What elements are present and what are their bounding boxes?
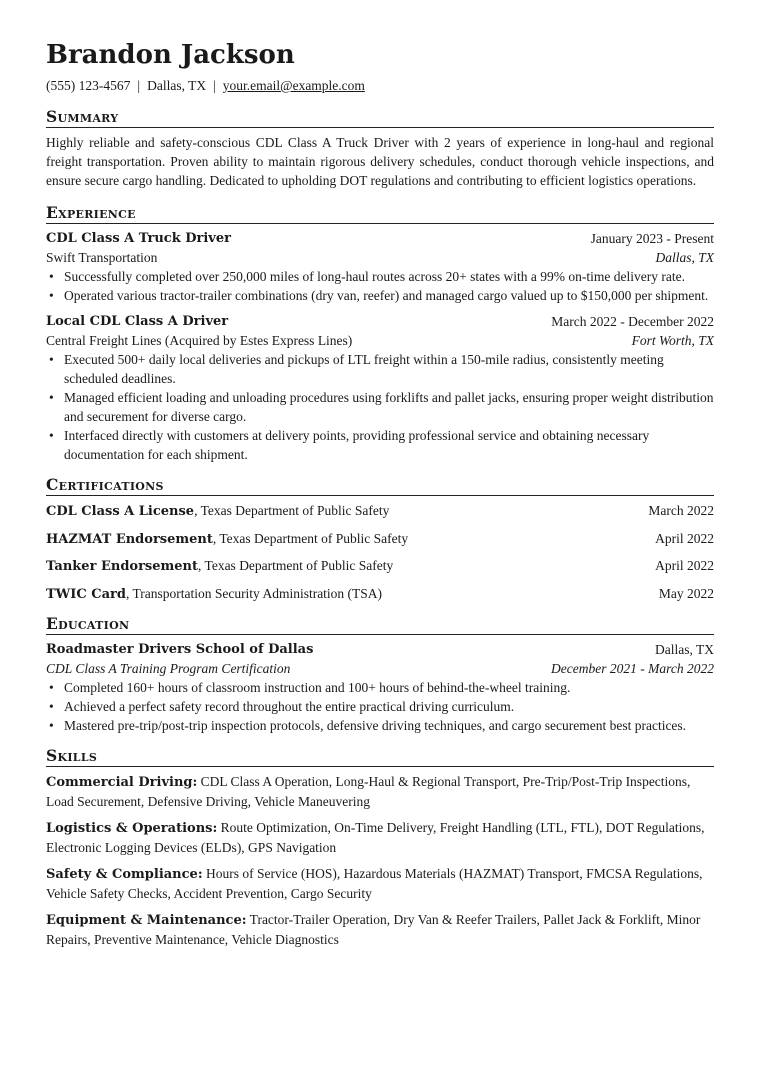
cert-date: March 2022 <box>648 503 714 518</box>
certification-row <box>46 556 714 576</box>
cert-date: May 2022 <box>658 585 714 601</box>
certification-row <box>46 501 714 521</box>
email-link[interactable]: your.email@example.com <box>222 78 365 93</box>
education-bullets <box>46 678 714 735</box>
bullet-item: • Completed 160+ hours of classroom instruction and 100+ hours of behind-the-wheel training. <box>46 678 714 697</box>
education-heading: Education <box>46 614 714 635</box>
skill-list: Hours of Service (HOS), Hazardous Materials (HAZMAT) Transport, FMCSA Regulations, Vehicle Safety Checks, Accident Prevention, Cargo Security <box>46 865 703 901</box>
job-bullets <box>46 267 714 305</box>
bullet-item: • Executed 500+ daily local deliveries and pickups of LTL freight within a 150-mile radius, consistently meeting scheduled deadlines. <box>46 350 714 388</box>
bullet-item: • Achieved a perfect safety record throughout the entire practical driving curriculum. <box>46 697 714 716</box>
summary-heading: Summary <box>46 107 714 128</box>
job-dates: March 2022 - December 2022 <box>551 314 714 329</box>
program-name: CDL Class A Training Program Certification <box>46 660 291 676</box>
cert-date: April 2022 <box>655 558 714 573</box>
summary-text: Highly reliable and safety-conscious CDL Class A Truck Driver with 2 years of experience in long-haul and regional freight transportation. Proven ability to maintain rigorous delivery schedules, conduct thorough vehicle inspections, and ensure secure cargo handling. Dedicated to upholding DOT regulations and contributing to efficient logistics operations. <box>46 135 714 188</box>
job-entry <box>46 312 714 464</box>
job-location: Fort Worth, TX <box>631 333 714 348</box>
candidate-name: Brandon Jackson <box>46 40 295 70</box>
skill-list: Tractor-Trailer Operation, Dry Van & Reefer Trailers, Pallet Jack & Forklift, Minor Repairs, Preventive Maintenance, Vehicle Diagnostics <box>46 911 701 947</box>
bullet-item: • Operated various tractor-trailer combinations (dry van, reefer) and managed cargo valued up to $150,000 per shipment. <box>46 286 714 305</box>
skill-label: Commercial Driving: <box>46 774 198 790</box>
program-dates: December 2021 - March 2022 <box>551 660 714 676</box>
skill-group <box>46 910 714 949</box>
phone-number: (555) 123-4567 <box>46 78 131 93</box>
skill-list: CDL Class A Operation, Long-Haul & Regional Transport, Pre-Trip/Post-Trip Inspections, Load Securement, Defensive Driving, Vehicle Maneuvering <box>46 773 691 809</box>
cert-issuer: , Transportation Security Administration (TSA) <box>125 585 383 601</box>
cert-name: CDL Class A License <box>46 504 195 519</box>
job-entry <box>46 229 714 305</box>
separator: | <box>213 78 216 93</box>
certification-row <box>46 529 714 549</box>
education-entry <box>46 640 714 735</box>
skill-group <box>46 818 714 857</box>
bullet-item: • Successfully completed over 250,000 miles of long-haul routes across 20+ states with a 99% on-time delivery rate. <box>46 267 714 286</box>
job-bullets <box>46 350 714 464</box>
resume-page <box>46 40 714 949</box>
experience-heading: Experience <box>46 203 714 224</box>
separator: | <box>137 78 141 93</box>
school-location: Dallas, TX <box>655 641 714 657</box>
cert-issuer: , Texas Department of Public Safety <box>212 530 409 546</box>
job-location: Dallas, TX <box>655 250 714 265</box>
skill-group <box>46 864 714 903</box>
bullet-item: • Managed efficient loading and unloading procedures using forklifts and pallet jacks, ensuring proper weight distribution and securement for diverse cargo. <box>46 388 714 426</box>
location: Dallas, TX <box>147 78 207 93</box>
bullet-item: • Interfaced directly with customers at delivery points, providing professional service and obtaining necessary documentation for each shipment. <box>46 426 714 464</box>
job-title: Local CDL Class A Driver <box>46 314 229 329</box>
school-name: Roadmaster Drivers School of Dallas <box>46 641 314 657</box>
cert-issuer: , Texas Department of Public Safety <box>198 558 394 573</box>
certification-row <box>46 584 714 604</box>
skill-label: Logistics & Operations: <box>46 820 218 836</box>
certifications-heading: Certifications <box>46 475 714 496</box>
skill-group <box>46 772 714 811</box>
contact-line <box>46 77 714 95</box>
job-company: Central Freight Lines (Acquired by Estes Express Lines) <box>46 333 353 348</box>
bullet-item: • Mastered pre-trip/post-trip inspection protocols, defensive driving techniques, and cargo securement best practices. <box>46 716 714 735</box>
cert-name: TWIC Card <box>46 586 126 602</box>
cert-name: Tanker Endorsement <box>46 559 199 574</box>
job-company: Swift Transportation <box>46 250 158 265</box>
job-dates: January 2023 - Present <box>590 231 714 246</box>
skills-heading: Skills <box>46 746 714 767</box>
skill-list: Route Optimization, On-Time Delivery, Freight Handling (LTL, FTL), DOT Regulations, Electronic Logging Devices (ELDs), GPS Navigation <box>46 819 705 855</box>
skill-label: Safety & Compliance: <box>46 866 203 882</box>
cert-issuer: , Texas Department of Public Safety <box>194 503 390 518</box>
skill-label: Equipment & Maintenance: <box>46 912 247 928</box>
cert-date: April 2022 <box>655 530 714 546</box>
job-title: CDL Class A Truck Driver <box>46 231 231 246</box>
cert-name: HAZMAT Endorsement <box>46 531 213 547</box>
